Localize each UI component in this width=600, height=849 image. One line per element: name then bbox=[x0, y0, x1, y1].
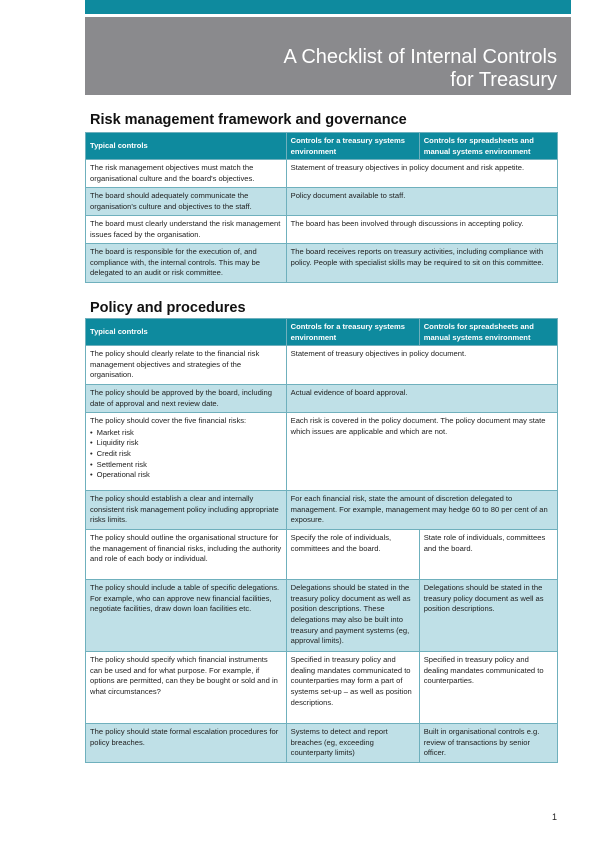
col-header-treasury: Controls for a treasury systems environment bbox=[286, 319, 419, 346]
table-row bbox=[86, 160, 558, 188]
table-row bbox=[86, 652, 558, 724]
title-line-2: for Treasury bbox=[450, 69, 557, 91]
controls-cell: Policy document available to staff. bbox=[286, 188, 557, 216]
controls-cell: For each financial risk, state the amount of discretion delegated to management. For example, management may hedge 60 to 80 per cent of an exposure. bbox=[286, 491, 557, 530]
typical-cell: The risk management objectives must match the organisational culture and the board's objectives. bbox=[86, 160, 287, 188]
table-row bbox=[86, 530, 558, 580]
typical-cell: The policy should state formal escalation procedures for policy breaches. bbox=[86, 724, 287, 763]
table-row bbox=[86, 216, 558, 244]
typical-cell: The board must clearly understand the risk management issues faced by the organisation. bbox=[86, 216, 287, 244]
treasury-cell: Specify the role of individuals, committees and the board. bbox=[286, 530, 419, 580]
typical-cell: The board should adequately communicate the organisation's culture and objectives to the staff. bbox=[86, 188, 287, 216]
list-item: • Credit risk bbox=[90, 449, 282, 460]
table-row bbox=[86, 244, 558, 283]
spreadsheets-cell: Specified in treasury policy and dealing mandates communicated to counterparties. bbox=[419, 652, 557, 724]
col-header-treasury: Controls for a treasury systems environment bbox=[286, 133, 419, 160]
page-number: 1 bbox=[551, 812, 557, 822]
typical-cell: The board is responsible for the execution of, and compliance with, the internal controls. This may be delegated to an audit or risk committee. bbox=[86, 244, 287, 283]
page-title bbox=[284, 46, 557, 92]
col-header-typical: Typical controls bbox=[86, 133, 287, 160]
col-header-spreadsheets: Controls for spreadsheets and manual systems environment bbox=[419, 133, 557, 160]
treasury-cell: Systems to detect and report breaches (eg, exceeding counterparty limits) bbox=[286, 724, 419, 763]
table-row bbox=[86, 413, 558, 491]
spreadsheets-cell: Built in organisational controls e.g. review of transactions by senior officer. bbox=[419, 724, 557, 763]
top-accent-bar bbox=[85, 0, 571, 14]
typical-cell: The policy should be approved by the board, including date of approval and next review date. bbox=[86, 385, 287, 413]
table-row bbox=[86, 346, 558, 385]
list-item: • Settlement risk bbox=[90, 460, 282, 471]
table-row bbox=[86, 188, 558, 216]
section-title-risk: Risk management framework and governance bbox=[90, 112, 407, 128]
controls-cell: Statement of treasury objectives in policy document and risk appetite. bbox=[286, 160, 557, 188]
list-item: • Liquidity risk bbox=[90, 438, 282, 449]
table-header-row bbox=[86, 319, 558, 346]
typical-cell: The policy should outline the organisational structure for the management of financial risks, including the authority and role of each body or individual. bbox=[86, 530, 287, 580]
treasury-cell: Delegations should be stated in the treasury policy document as well as position descriptions. These delegations may also be built into treasury and payment systems (eg, approval limits). bbox=[286, 580, 419, 652]
controls-cell: Actual evidence of board approval. bbox=[286, 385, 557, 413]
spreadsheets-cell: Delegations should be stated in the treasury policy document as well as position descriptions. bbox=[419, 580, 557, 652]
table-row bbox=[86, 385, 558, 413]
risk-framework-table bbox=[85, 132, 558, 283]
title-line-1: A Checklist of Internal Controls bbox=[283, 46, 557, 68]
treasury-cell: Specified in treasury policy and dealing mandates communicated to counterparties may form a part of systems set-up – as well as position descriptions. bbox=[286, 652, 419, 724]
typical-cell bbox=[86, 413, 287, 491]
controls-cell: Each risk is covered in the policy document. The policy document may state which issues are applicable and which are not. bbox=[286, 413, 557, 491]
controls-cell: The board receives reports on treasury activities, including compliance with policy. People with specialist skills may be required to sit on this committee. bbox=[286, 244, 557, 283]
typical-cell: The policy should clearly relate to the financial risk management objectives and strategies of the organisation. bbox=[86, 346, 287, 385]
typical-cell: The policy should include a table of specific delegations. For example, who can approve new financial facilities, negotiate facilities, draw down loan facilities etc. bbox=[86, 580, 287, 652]
five-risks-intro: The policy should cover the five financial risks: bbox=[90, 416, 247, 426]
list-item: • Operational risk bbox=[90, 470, 282, 481]
list-item: • Market risk bbox=[90, 428, 282, 439]
controls-cell: The board has been involved through discussions in accepting policy. bbox=[286, 216, 557, 244]
spreadsheets-cell: State role of individuals, committees and the board. bbox=[419, 530, 557, 580]
controls-cell: Statement of treasury objectives in policy document. bbox=[286, 346, 557, 385]
table-row bbox=[86, 580, 558, 652]
table-row bbox=[86, 491, 558, 530]
col-header-typical: Typical controls bbox=[86, 319, 287, 346]
section-title-policy: Policy and procedures bbox=[90, 300, 246, 316]
policy-procedures-table bbox=[85, 318, 558, 763]
table-row bbox=[86, 724, 558, 763]
table-header-row bbox=[86, 133, 558, 160]
col-header-spreadsheets: Controls for spreadsheets and manual systems environment bbox=[419, 319, 557, 346]
risk-list bbox=[90, 428, 282, 481]
title-banner bbox=[85, 17, 571, 95]
typical-cell: The policy should specify which financial instruments can be used and for what purpose. For example, if options are permitted, can they be bought or sold and in what circumstances? bbox=[86, 652, 287, 724]
typical-cell: The policy should establish a clear and internally consistent risk management policy including appropriate risks limits. bbox=[86, 491, 287, 530]
